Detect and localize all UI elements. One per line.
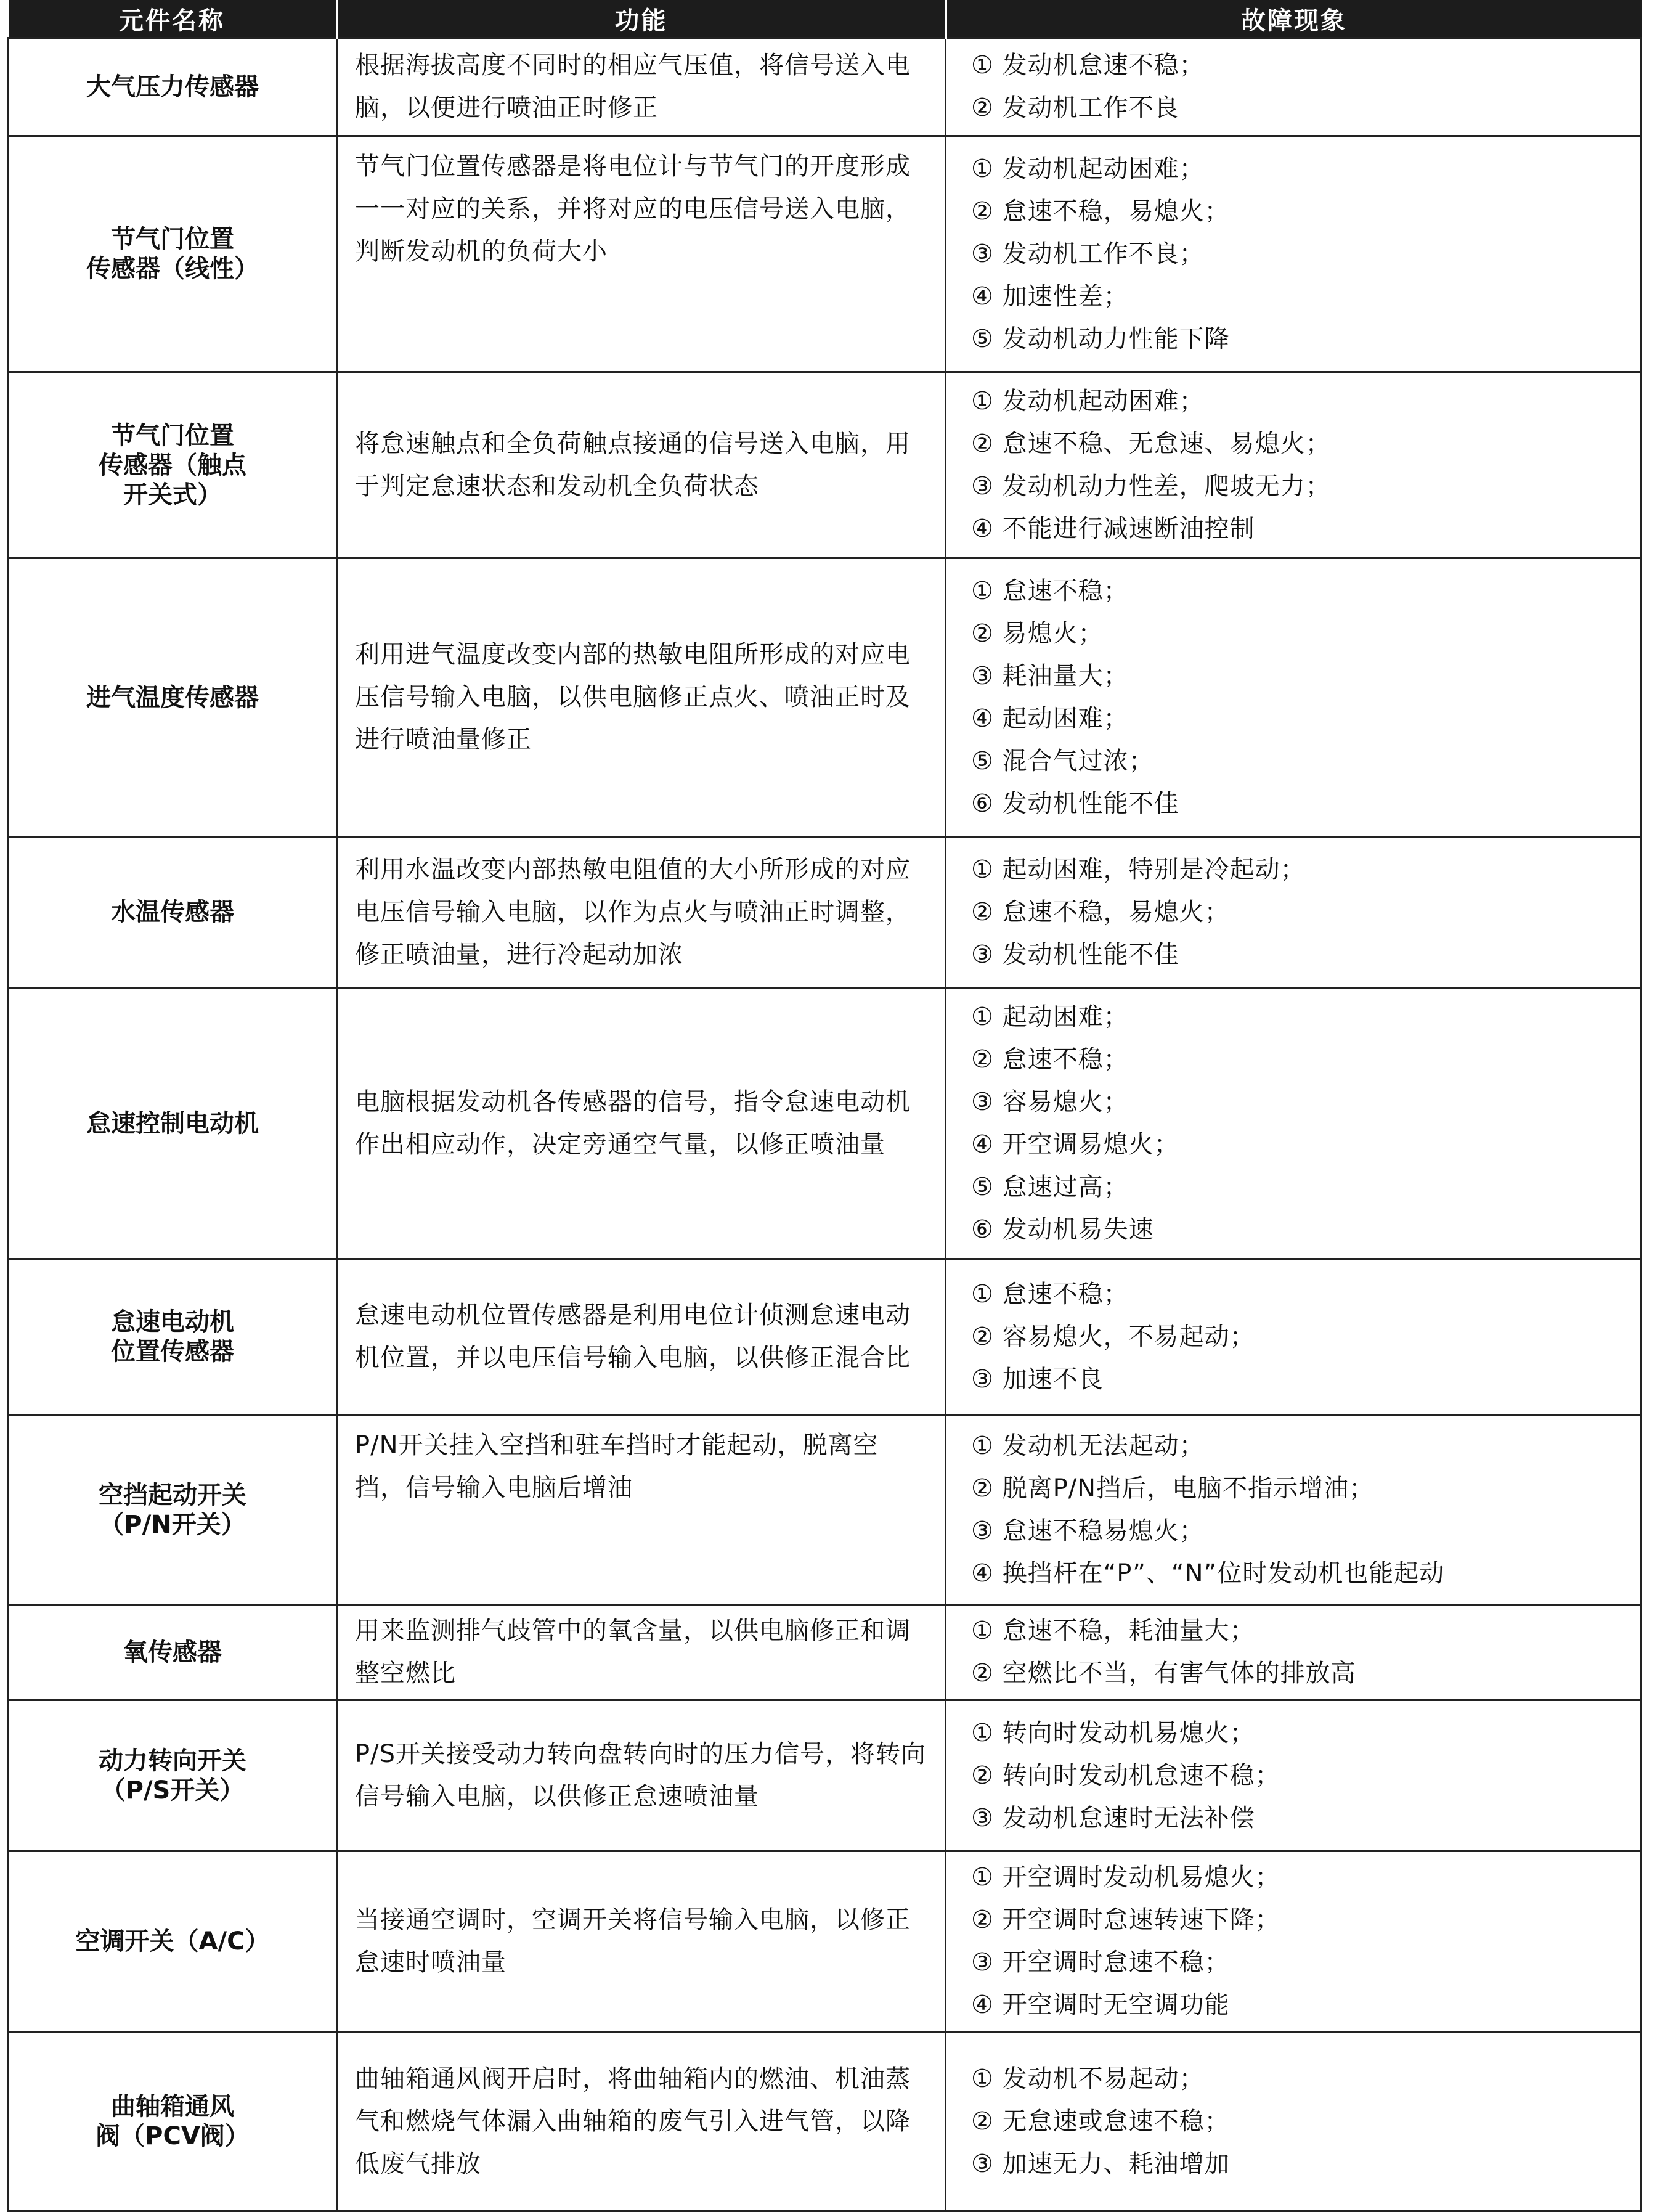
component-name-cell xyxy=(9,988,337,1259)
fault-symptom-item: ① 发动机不易起动； xyxy=(971,2064,1205,2093)
function-description: 怠速电动机位置传感器是利用电位计侦测怠速电动机位置，并以电压信号输入电脑，以供修正混合比 xyxy=(337,1259,946,1415)
fault-symptom-item: ② 开空调时怠速转速下降； xyxy=(971,1906,1280,1934)
fault-symptom-item: ④ 换挡杆在“P”、“N”位时发动机也能起动 xyxy=(971,1559,1445,1588)
component-name-line: 怠速电动机 xyxy=(111,1308,234,1336)
table-row xyxy=(9,2032,1642,2211)
component-name-line: 怠速控制电动机 xyxy=(86,1109,259,1138)
function-description: 电脑根据发动机各传感器的信号，指令怠速电动机作出相应动作，决定旁通空气量，以修正喷油量 xyxy=(337,988,946,1259)
fault-symptoms-cell xyxy=(946,1700,1642,1851)
fault-symptom-item: ② 脱离P/N挡后，电脑不指示增油； xyxy=(971,1474,1375,1503)
component-name-cell xyxy=(9,1700,337,1851)
component-name-line: （P/S开关） xyxy=(100,1776,245,1805)
fault-symptom-item: ③ 加速不良 xyxy=(971,1365,1104,1394)
function-description: 利用水温改变内部热敏电阻值的大小所形成的对应电压信号输入电脑，以作为点火与喷油正时调整，修正喷油量，进行冷起动加浓 xyxy=(337,837,946,988)
component-name-line: 位置传感器 xyxy=(111,1337,234,1366)
fault-symptom-item: ① 发动机无法起动； xyxy=(971,1431,1205,1460)
component-name-cell xyxy=(9,1259,337,1415)
fault-symptom-item: ② 发动机工作不良 xyxy=(971,94,1179,122)
fault-symptom-item: ① 发动机怠速不稳； xyxy=(971,51,1205,80)
fault-symptoms-cell xyxy=(946,136,1642,372)
component-name-line: 传感器（触点 xyxy=(99,451,246,480)
fault-symptom-item: ③ 加速无力、耗油增加 xyxy=(971,2149,1230,2178)
component-name-line: 进气温度传感器 xyxy=(86,683,259,712)
fault-symptom-item: ① 转向时发动机易熄火； xyxy=(971,1718,1255,1747)
fault-symptoms-cell xyxy=(946,558,1642,837)
table-row xyxy=(9,1605,1642,1700)
component-name-line: 节气门位置 xyxy=(111,225,234,253)
table-row xyxy=(9,136,1642,372)
component-name-cell xyxy=(9,1851,337,2032)
fault-symptoms-cell xyxy=(946,837,1642,988)
fault-symptoms-cell xyxy=(946,1605,1642,1700)
fault-symptom-item: ④ 加速性差； xyxy=(971,282,1129,311)
fault-symptom-item: ② 怠速不稳，易熄火； xyxy=(971,897,1230,926)
fault-symptom-item: ③ 发动机工作不良； xyxy=(971,239,1205,268)
component-name-cell xyxy=(9,2032,337,2211)
fault-symptom-item: ① 怠速不稳，耗油量大； xyxy=(971,1617,1255,1645)
function-description: 利用进气温度改变内部的热敏电阻所形成的对应电压信号输入电脑，以供电脑修正点火、喷油正时及进行喷油量修正 xyxy=(337,558,946,837)
header-fault-symptoms: 故障现象 xyxy=(946,0,1642,38)
fault-symptom-item: ④ 开空调易熄火； xyxy=(971,1130,1179,1159)
sensor-fault-table xyxy=(7,0,1642,2212)
component-name-line: 阀（PCV阀） xyxy=(96,2122,250,2150)
fault-symptom-item: ⑤ 怠速过高； xyxy=(971,1172,1129,1201)
header-component-name: 元件名称 xyxy=(9,0,337,38)
fault-symptom-item: ③ 怠速不稳易熄火； xyxy=(971,1516,1205,1545)
fault-symptom-item: ② 怠速不稳； xyxy=(971,1045,1129,1074)
function-description: P/S开关接受动力转向盘转向时的压力信号，将转向信号输入电脑，以供修正怠速喷油量 xyxy=(337,1700,946,1851)
table-header-row xyxy=(9,0,1642,38)
function-description: P/N开关挂入空挡和驻车挡时才能起动，脱离空挡，信号输入电脑后增油 xyxy=(337,1415,946,1605)
header-function: 功能 xyxy=(337,0,946,38)
fault-symptom-item: ② 怠速不稳，易熄火； xyxy=(971,197,1230,226)
table-row xyxy=(9,372,1642,558)
fault-symptom-item: ⑥ 发动机性能不佳 xyxy=(971,789,1179,818)
component-name-line: 氧传感器 xyxy=(123,1638,222,1667)
component-name-cell xyxy=(9,1415,337,1605)
fault-symptom-item: ③ 发动机动力性差，爬坡无力； xyxy=(971,471,1331,500)
fault-symptom-item: ② 易熄火； xyxy=(971,619,1104,648)
fault-symptom-item: ④ 开空调时无空调功能 xyxy=(971,1991,1230,2019)
function-description: 曲轴箱通风阀开启时，将曲轴箱内的燃油、机油蒸气和燃烧气体漏入曲轴箱的废气引入进气管，以降低废气排放 xyxy=(337,2032,946,2211)
fault-symptom-item: ③ 发动机性能不佳 xyxy=(971,940,1179,969)
component-name-line: 节气门位置 xyxy=(111,421,234,450)
fault-symptom-item: ② 容易熄火，不易起动； xyxy=(971,1322,1255,1351)
table-row xyxy=(9,1415,1642,1605)
component-name-line: 水温传感器 xyxy=(111,898,234,926)
component-name-line: 空调开关（A/C） xyxy=(75,1927,270,1956)
fault-symptom-item: ② 怠速不稳、无怠速、易熄火； xyxy=(971,429,1331,458)
component-name-line: 曲轴箱通风 xyxy=(111,2092,234,2121)
table-row xyxy=(9,38,1642,136)
fault-symptom-item: ③ 耗油量大； xyxy=(971,661,1129,690)
fault-symptom-item: ④ 不能进行减速断油控制 xyxy=(971,514,1255,543)
fault-symptom-item: ② 无怠速或怠速不稳； xyxy=(971,2107,1230,2136)
table-row xyxy=(9,988,1642,1259)
component-name-line: 空挡起动开关 xyxy=(99,1480,246,1509)
function-description: 当接通空调时，空调开关将信号输入电脑，以修正怠速时喷油量 xyxy=(337,1851,946,2032)
fault-symptoms-cell xyxy=(946,1259,1642,1415)
fault-symptom-item: ② 空燃比不当，有害气体的排放高 xyxy=(971,1659,1356,1688)
table-row xyxy=(9,1700,1642,1851)
fault-symptom-item: ① 发动机起动困难； xyxy=(971,154,1205,183)
component-name-cell xyxy=(9,837,337,988)
function-description: 节气门位置传感器是将电位计与节气门的开度形成一一对应的关系，并将对应的电压信号送入电脑，判断发动机的负荷大小 xyxy=(337,136,946,372)
function-description: 将怠速触点和全负荷触点接通的信号送入电脑，用于判定怠速状态和发动机全负荷状态 xyxy=(337,372,946,558)
fault-symptom-item: ① 起动困难，特别是冷起动； xyxy=(971,855,1306,884)
fault-symptom-item: ① 发动机起动困难； xyxy=(971,386,1205,415)
fault-symptom-item: ⑤ 混合气过浓； xyxy=(971,746,1154,775)
function-description: 根据海拔高度不同时的相应气压值，将信号送入电脑，以便进行喷油正时修正 xyxy=(337,38,946,136)
fault-symptoms-cell xyxy=(946,988,1642,1259)
component-name-line: 动力转向开关 xyxy=(99,1747,246,1775)
fault-symptoms-cell xyxy=(946,372,1642,558)
fault-symptom-item: ⑥ 发动机易失速 xyxy=(971,1215,1154,1244)
fault-symptom-item: ⑤ 发动机动力性能下降 xyxy=(971,324,1230,353)
fault-symptom-item: ① 开空调时发动机易熄火； xyxy=(971,1863,1280,1892)
fault-symptom-item: ③ 发动机怠速时无法补偿 xyxy=(971,1803,1255,1832)
fault-symptom-item: ③ 开空调时怠速不稳； xyxy=(971,1948,1230,1977)
table-row xyxy=(9,837,1642,988)
component-name-cell xyxy=(9,38,337,136)
fault-symptom-item: ① 怠速不稳； xyxy=(971,576,1129,605)
fault-symptoms-cell xyxy=(946,38,1642,136)
fault-symptoms-cell xyxy=(946,1415,1642,1605)
component-name-cell xyxy=(9,1605,337,1700)
fault-symptom-item: ① 怠速不稳； xyxy=(971,1279,1129,1308)
table-row xyxy=(9,558,1642,837)
fault-symptom-item: ① 起动困难； xyxy=(971,1002,1129,1031)
component-name-line: 开关式） xyxy=(123,480,222,509)
component-name-line: （P/N开关） xyxy=(99,1510,246,1539)
component-name-cell xyxy=(9,558,337,837)
component-name-line: 传感器（线性） xyxy=(86,255,259,283)
table-row xyxy=(9,1851,1642,2032)
component-name-cell xyxy=(9,136,337,372)
fault-symptom-item: ④ 起动困难； xyxy=(971,704,1129,733)
component-name-cell xyxy=(9,372,337,558)
table-row xyxy=(9,1259,1642,1415)
fault-symptom-item: ③ 容易熄火； xyxy=(971,1087,1129,1116)
sensor-fault-table-page xyxy=(7,0,1640,2194)
function-description: 用来监测排气歧管中的氧含量，以供电脑修正和调整空燃比 xyxy=(337,1605,946,1700)
component-name-line: 大气压力传感器 xyxy=(86,73,259,101)
fault-symptoms-cell xyxy=(946,1851,1642,2032)
fault-symptoms-cell xyxy=(946,2032,1642,2211)
fault-symptom-item: ② 转向时发动机怠速不稳； xyxy=(971,1761,1280,1790)
